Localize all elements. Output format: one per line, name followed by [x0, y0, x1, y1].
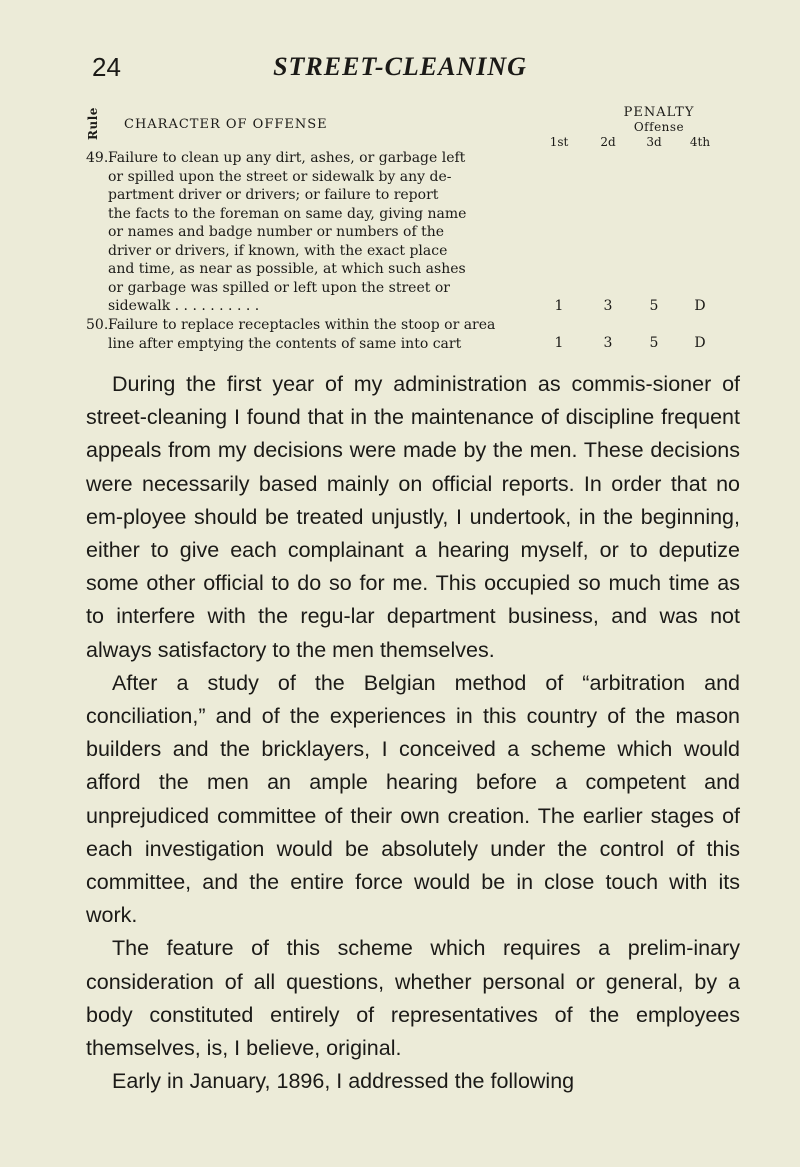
penalty-4th: D: [694, 298, 706, 314]
ordinal-1st: 1st: [549, 135, 569, 149]
ordinal-2d: 2d: [600, 135, 616, 149]
paragraph: During the first year of my administration as commis-sioner of street-cleaning I found that in the maintenance of discipline frequent appeals from my decisions were made by the men. These decisions were necessarily based mainly on official reports. In order that no em-ployee should be treated unjustly, I undertook, in the beginning, either to give each complainant a hearing myself, or to deputize some other official to do so for me. This occupied so much time as to interfere with the regu-lar department business, and was not always satisfactory to the men themselves.: [86, 372, 740, 662]
rule-column-label: Rule: [86, 107, 100, 140]
page-header: [0, 52, 800, 92]
rule-number: 50.: [86, 317, 109, 333]
penalty-4th: D: [694, 335, 706, 351]
offense-sublabel: Offense: [633, 120, 685, 134]
penalty-2d: 3: [603, 298, 613, 314]
rule-text: Failure to replace receptacles within the stoop or area line after emptying the contents of same into cart: [108, 317, 496, 352]
paragraph: The feature of this scheme which requires a prelim-inary consideration of all questions, whether personal or general, by a body constituted entirely of representatives of the employees themselves, is, I believe, original.: [86, 936, 740, 1061]
penalty-label: PENALTY: [623, 105, 695, 120]
offense-column-header: CHARACTER OF OFFENSE: [124, 117, 328, 132]
running-title: STREET-CLEANING: [273, 52, 527, 81]
penalty-1st: 1: [554, 335, 564, 351]
rule-number: 49.: [86, 150, 109, 166]
penalty-1st: 1: [554, 298, 564, 314]
ordinal-header-row: [536, 133, 746, 149]
rule-text: Failure to clean up any dirt, ashes, or garbage left or spilled upon the street or sidewalk by any de- partment driver or drivers; or failure to report the facts to the foreman on same day, giving name or names and badge number or numbers of the driver or drivers, if known, with the exact place and time, as near as possible, at which such ashes or garbage was spilled or left upon the street or sidewalk . . . . . . . . . .: [108, 150, 467, 314]
penalty-header: [594, 106, 724, 134]
paragraph: Early in January, 1896, I addressed the following: [112, 1069, 575, 1094]
paragraph: After a study of the Belgian method of “arbitration and conciliation,” and of the experiences in this country of the mason builders and the bricklayers, I conceived a scheme which would afford the men an ample hearing before a competent and unprejudiced committee of their own creation. The earlier stages of each investigation would be absolutely under the control of this committee, and the entire force would be in close touch with its work.: [86, 670, 740, 928]
rule-50: [86, 316, 746, 356]
rule-49: [86, 149, 746, 319]
ordinal-3d: 3d: [646, 135, 662, 149]
page-number: 24: [92, 52, 121, 82]
penalty-2d: 3: [603, 335, 613, 351]
penalty-3d: 5: [649, 335, 659, 351]
ordinal-4th: 4th: [689, 135, 711, 149]
penalty-3d: 5: [649, 298, 659, 314]
body-text: [86, 368, 740, 1098]
